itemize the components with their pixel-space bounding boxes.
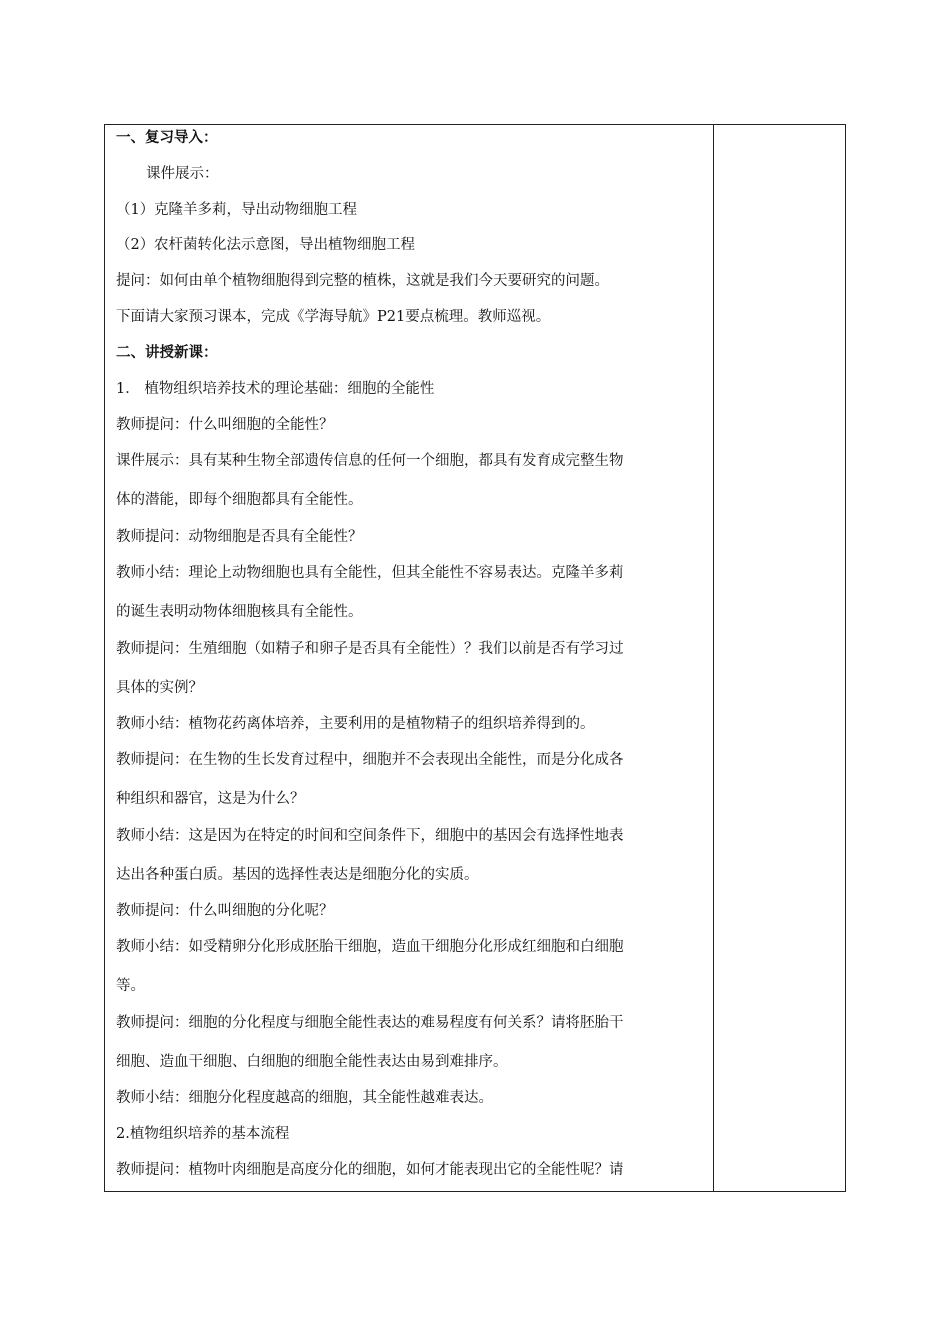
- paragraph-line: 教师提问：植物叶肉细胞是高度分化的细胞，如何才能表现出它的全能性呢？请: [116, 1162, 624, 1178]
- paragraph-line: 种组织和器官，这是为什么？: [116, 791, 305, 807]
- list-item-1-number: （1）: [116, 202, 155, 218]
- paragraph-line: 体的潜能，即每个细胞都具有全能性。: [116, 492, 363, 508]
- paragraph-line: 课件展示：具有某种生物全部遗传信息的任何一个细胞，都具有发育成完整生物: [116, 453, 624, 469]
- courseware-label: 课件展示：: [146, 166, 219, 182]
- section-heading-review: 一、复习导入：: [116, 129, 218, 146]
- list-item-1: [116, 200, 706, 220]
- paragraph-line: 等。: [116, 978, 145, 994]
- paragraph-line: 教师提问：什么叫细胞的全能性？: [116, 417, 334, 433]
- paragraph-line: 达出各种蛋白质。基因的选择性表达是细胞分化的实质。: [116, 867, 479, 883]
- paragraph-line: 下面请大家预习课本，完成《学海导航》P21要点梳理。教师巡视。: [116, 309, 551, 325]
- paragraph-line: 提问：如何由单个植物细胞得到完整的植株，这就是我们今天要研究的问题。: [116, 273, 609, 289]
- paragraph-line: 教师小结：这是因为在特定的时间和空间条件下，细胞中的基因会有选择性地表: [116, 828, 624, 844]
- subheading-totipotency: 1． 植物组织培养技术的理论基础：细胞的全能性: [116, 381, 435, 397]
- paragraph-line: 教师提问：生殖细胞（如精子和卵子是否具有全能性）？我们以前是否有学习过: [116, 641, 624, 657]
- paragraph-line: 细胞、造血干细胞、白细胞的细胞全能性表达由易到难排序。: [116, 1054, 508, 1070]
- paragraph-line: 教师小结：理论上动物细胞也具有全能性，但其全能性不容易表达。克隆羊多莉: [116, 565, 624, 581]
- paragraph-line: 教师小结：如受精卵分化形成胚胎干细胞，造血干细胞分化形成红细胞和白细胞: [116, 939, 624, 955]
- subheading-basic-process: 2.植物组织培养的基本流程: [116, 1126, 290, 1142]
- paragraph-line: 教师提问：在生物的生长发育过程中，细胞并不会表现出全能性，而是分化成各: [116, 752, 624, 768]
- list-item-2: [116, 235, 706, 255]
- paragraph-line: 教师小结：植物花药离体培养，主要利用的是植物精子的组织培养得到的。: [116, 716, 595, 732]
- paragraph-line: 教师小结：细胞分化程度越高的细胞，其全能性越难表达。: [116, 1090, 493, 1106]
- paragraph-line: 的诞生表明动物体细胞核具有全能性。: [116, 604, 363, 620]
- list-item-2-number: （2）: [116, 237, 155, 253]
- list-item-1-text: 克隆羊多莉，导出动物细胞工程: [154, 202, 357, 218]
- paragraph-line: 具体的实例？: [116, 680, 203, 696]
- table-column-divider: [713, 124, 714, 1192]
- list-item-2-text: 农杆菌转化法示意图，导出植物细胞工程: [154, 237, 415, 253]
- paragraph-line: 教师提问：动物细胞是否具有全能性？: [116, 529, 363, 545]
- paragraph-line: 教师提问：细胞的分化程度与细胞全能性表达的难易程度有何关系？请将胚胎干: [116, 1015, 624, 1031]
- section-heading-new-lesson: 二、讲授新课：: [116, 344, 218, 361]
- paragraph-line: 教师提问：什么叫细胞的分化呢？: [116, 903, 334, 919]
